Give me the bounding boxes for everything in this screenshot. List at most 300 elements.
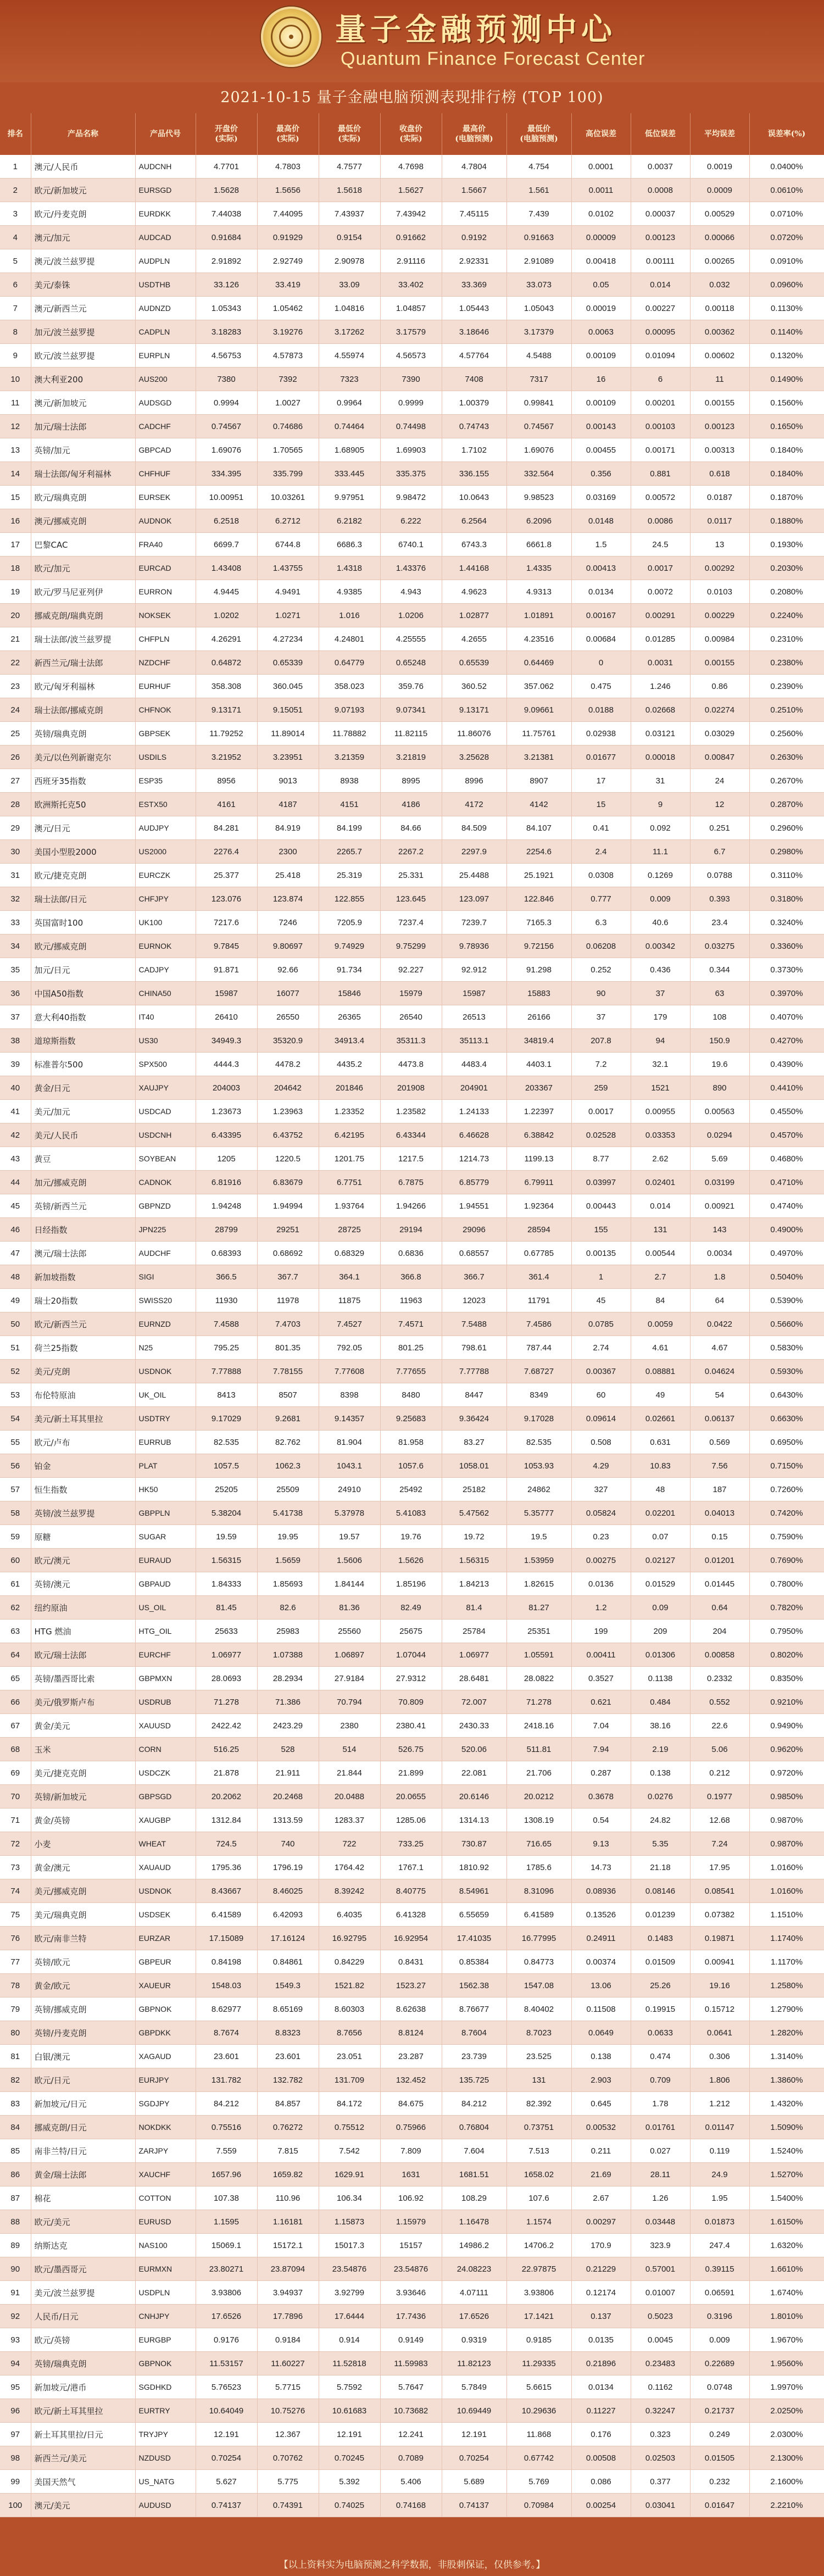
value-cell: 6.2096 bbox=[506, 509, 571, 533]
value-cell: 0.03121 bbox=[631, 722, 690, 745]
value-cell: 1.82615 bbox=[506, 1572, 571, 1596]
table-row bbox=[0, 202, 824, 226]
value-cell: 1.6320% bbox=[749, 2234, 824, 2257]
value-cell: 10.29636 bbox=[506, 2399, 571, 2423]
value-cell: 1.43408 bbox=[196, 557, 257, 580]
value-cell: 0.00254 bbox=[571, 2494, 631, 2517]
product-code-cell: US_NATG bbox=[135, 2470, 196, 2494]
value-cell: 0.9210% bbox=[749, 1690, 824, 1714]
value-cell: 28.0693 bbox=[196, 1667, 257, 1690]
value-cell: 0.00066 bbox=[690, 226, 749, 249]
value-cell: 34949.3 bbox=[196, 1029, 257, 1053]
value-cell: 4478.2 bbox=[257, 1053, 319, 1076]
value-cell: 1.23352 bbox=[319, 1100, 380, 1123]
value-cell: 10.61683 bbox=[319, 2399, 380, 2423]
value-cell: 1.05462 bbox=[257, 297, 319, 320]
value-cell: 0.1483 bbox=[631, 1927, 690, 1950]
product-code-cell: HK50 bbox=[135, 1478, 196, 1501]
value-cell: 364.1 bbox=[319, 1265, 380, 1289]
value-cell: 0.65248 bbox=[380, 651, 442, 675]
value-cell: 0.24911 bbox=[571, 1927, 631, 1950]
product-code-cell: USDPLN bbox=[135, 2281, 196, 2305]
product-name-cell: 加元/瑞士法郎 bbox=[31, 415, 135, 438]
table-header-row bbox=[0, 113, 824, 155]
value-cell: 1.56315 bbox=[196, 1549, 257, 1572]
product-code-cell: TRYJPY bbox=[135, 2423, 196, 2446]
value-cell: 7390 bbox=[380, 368, 442, 391]
table-row bbox=[0, 1336, 824, 1360]
value-cell: 25.331 bbox=[380, 864, 442, 887]
value-cell: 0.0960% bbox=[749, 273, 824, 297]
table-row bbox=[0, 816, 824, 840]
value-cell: 1.85693 bbox=[257, 1572, 319, 1596]
column-header: 排名 bbox=[0, 113, 31, 155]
product-name-cell: 欧元/墨西哥元 bbox=[31, 2257, 135, 2281]
table-row bbox=[0, 2186, 824, 2210]
product-code-cell: AUDCHF bbox=[135, 1242, 196, 1265]
table-row bbox=[0, 2210, 824, 2234]
product-code-cell: GBPSGD bbox=[135, 1785, 196, 1809]
value-cell: 2.19 bbox=[631, 1738, 690, 1761]
value-cell: 132.452 bbox=[380, 2068, 442, 2092]
value-cell: 0.8350% bbox=[749, 1667, 824, 1690]
value-cell: 2.62 bbox=[631, 1147, 690, 1171]
value-cell: 0.0037 bbox=[631, 155, 690, 179]
table-row bbox=[0, 273, 824, 297]
value-cell: 0.00009 bbox=[571, 226, 631, 249]
value-cell: 0.84861 bbox=[257, 1950, 319, 1974]
product-name-cell: 美元/以色列新谢克尔 bbox=[31, 745, 135, 769]
value-cell: 9.17028 bbox=[506, 1407, 571, 1431]
value-cell: 516.25 bbox=[196, 1738, 257, 1761]
value-cell: 7.04 bbox=[571, 1714, 631, 1738]
value-cell: 0.11508 bbox=[571, 1998, 631, 2021]
value-cell: 4.9445 bbox=[196, 580, 257, 604]
value-cell: 5.689 bbox=[442, 2470, 506, 2494]
value-cell: 0.74391 bbox=[257, 2494, 319, 2517]
value-cell: 801.35 bbox=[257, 1336, 319, 1360]
value-cell: 11 bbox=[690, 368, 749, 391]
product-name-cell: 加元/波兰兹罗提 bbox=[31, 320, 135, 344]
product-name-cell: 美元/波兰兹罗提 bbox=[31, 2281, 135, 2305]
value-cell: 2.4 bbox=[571, 840, 631, 864]
value-cell: 0.65339 bbox=[257, 651, 319, 675]
product-name-cell: 欧元/英镑 bbox=[31, 2328, 135, 2352]
value-cell: 2380.41 bbox=[380, 1714, 442, 1738]
value-cell: 5.7715 bbox=[257, 2375, 319, 2399]
value-cell: 37 bbox=[631, 982, 690, 1005]
product-code-cell: UK100 bbox=[135, 911, 196, 934]
value-cell: 8.40775 bbox=[380, 1879, 442, 1903]
value-cell: 15987 bbox=[442, 982, 506, 1005]
table-row bbox=[0, 2375, 824, 2399]
value-cell: 6.2712 bbox=[257, 509, 319, 533]
value-cell: 792.05 bbox=[319, 1336, 380, 1360]
value-cell: 0.08541 bbox=[690, 1879, 749, 1903]
value-cell: 0.05 bbox=[571, 273, 631, 297]
value-cell: 0.00572 bbox=[631, 486, 690, 509]
value-cell: 3.93646 bbox=[380, 2281, 442, 2305]
value-cell: 7.43942 bbox=[380, 202, 442, 226]
value-cell: 6.2182 bbox=[319, 509, 380, 533]
rank-cell: 85 bbox=[0, 2139, 31, 2163]
value-cell: 2.91116 bbox=[380, 249, 442, 273]
product-name-cell: 澳元/新加坡元 bbox=[31, 391, 135, 415]
value-cell: 526.75 bbox=[380, 1738, 442, 1761]
value-cell: 0.39115 bbox=[690, 2257, 749, 2281]
product-code-cell: EURMXN bbox=[135, 2257, 196, 2281]
value-cell: 0.9154 bbox=[319, 226, 380, 249]
value-cell: 0.0019 bbox=[690, 155, 749, 179]
value-cell: 4172 bbox=[442, 793, 506, 816]
table-row bbox=[0, 533, 824, 557]
product-name-cell: 澳元/加元 bbox=[31, 226, 135, 249]
value-cell: 15 bbox=[571, 793, 631, 816]
value-cell: 1795.36 bbox=[196, 1856, 257, 1879]
value-cell: 0.176 bbox=[571, 2423, 631, 2446]
value-cell: 9.74929 bbox=[319, 934, 380, 958]
value-cell: 92.227 bbox=[380, 958, 442, 982]
table-row bbox=[0, 2045, 824, 2068]
product-name-cell: 欧元/新加坡元 bbox=[31, 179, 135, 202]
value-cell: 26365 bbox=[319, 1005, 380, 1029]
value-cell: 122.855 bbox=[319, 887, 380, 911]
rank-cell: 81 bbox=[0, 2045, 31, 2068]
value-cell: 5.775 bbox=[257, 2470, 319, 2494]
value-cell: 5.627 bbox=[196, 2470, 257, 2494]
value-cell: 0.2030% bbox=[749, 557, 824, 580]
value-cell: 0.70245 bbox=[319, 2446, 380, 2470]
value-cell: 4.61 bbox=[631, 1336, 690, 1360]
value-cell: 1.78 bbox=[631, 2092, 690, 2116]
product-name-cell: 新土耳其里拉/日元 bbox=[31, 2423, 135, 2446]
rank-cell: 74 bbox=[0, 1879, 31, 1903]
value-cell: 48 bbox=[631, 1478, 690, 1501]
value-cell: 0.1870% bbox=[749, 486, 824, 509]
value-cell: 0.7150% bbox=[749, 1454, 824, 1478]
value-cell: 7.559 bbox=[196, 2139, 257, 2163]
value-cell: 3.18646 bbox=[442, 320, 506, 344]
table-row bbox=[0, 1123, 824, 1147]
rank-cell: 53 bbox=[0, 1383, 31, 1407]
value-cell: 0.0788 bbox=[690, 864, 749, 887]
value-cell: 1.43376 bbox=[380, 557, 442, 580]
table-row bbox=[0, 1029, 824, 1053]
value-cell: 1.56315 bbox=[442, 1549, 506, 1572]
product-code-cell: USDTHB bbox=[135, 273, 196, 297]
value-cell: 3.93806 bbox=[506, 2281, 571, 2305]
product-code-cell: EURRUB bbox=[135, 1431, 196, 1454]
value-cell: 359.76 bbox=[380, 675, 442, 698]
value-cell: 0.9999 bbox=[380, 391, 442, 415]
value-cell: 6686.3 bbox=[319, 533, 380, 557]
value-cell: 1681.51 bbox=[442, 2163, 506, 2186]
product-name-cell: 美国天然气 bbox=[31, 2470, 135, 2494]
table-row bbox=[0, 982, 824, 1005]
value-cell: 1.94994 bbox=[257, 1194, 319, 1218]
rank-cell: 65 bbox=[0, 1667, 31, 1690]
value-cell: 1.84333 bbox=[196, 1572, 257, 1596]
value-cell: 1.23963 bbox=[257, 1100, 319, 1123]
value-cell: 7.513 bbox=[506, 2139, 571, 2163]
value-cell: 0.02503 bbox=[631, 2446, 690, 2470]
table-row bbox=[0, 1265, 824, 1289]
rank-cell: 73 bbox=[0, 1856, 31, 1879]
value-cell: 1.94266 bbox=[380, 1194, 442, 1218]
column-header: 误差率(%) bbox=[749, 113, 824, 155]
value-cell: 0.00374 bbox=[571, 1950, 631, 1974]
rank-cell: 87 bbox=[0, 2186, 31, 2210]
product-code-cell: IT40 bbox=[135, 1005, 196, 1029]
product-code-cell: ZARJPY bbox=[135, 2139, 196, 2163]
value-cell: 25492 bbox=[380, 1478, 442, 1501]
product-code-cell: USDCNH bbox=[135, 1123, 196, 1147]
value-cell: 0.6950% bbox=[749, 1431, 824, 1454]
value-cell: 0.9964 bbox=[319, 391, 380, 415]
value-cell: 15017.3 bbox=[319, 2234, 380, 2257]
value-cell: 3.21359 bbox=[319, 745, 380, 769]
value-cell: 5.47562 bbox=[442, 1501, 506, 1525]
rank-cell: 66 bbox=[0, 1690, 31, 1714]
product-code-cell: SGDHKD bbox=[135, 2375, 196, 2399]
value-cell: 9.36424 bbox=[442, 1407, 506, 1431]
value-cell: 25205 bbox=[196, 1478, 257, 1501]
table-row bbox=[0, 415, 824, 438]
product-code-cell: SUGAR bbox=[135, 1525, 196, 1549]
value-cell: 0.3110% bbox=[749, 864, 824, 887]
value-cell: 0.02668 bbox=[631, 698, 690, 722]
value-cell: 7246 bbox=[257, 911, 319, 934]
value-cell: 4403.1 bbox=[506, 1053, 571, 1076]
rank-cell: 92 bbox=[0, 2305, 31, 2328]
product-code-cell: ESP35 bbox=[135, 769, 196, 793]
table-row bbox=[0, 2257, 824, 2281]
rank-cell: 8 bbox=[0, 320, 31, 344]
table-row bbox=[0, 1643, 824, 1667]
value-cell: 1.246 bbox=[631, 675, 690, 698]
value-cell: 0.01873 bbox=[690, 2210, 749, 2234]
value-cell: 0.1320% bbox=[749, 344, 824, 368]
table-row bbox=[0, 627, 824, 651]
value-cell: 0.3970% bbox=[749, 982, 824, 1005]
value-cell: 4.29 bbox=[571, 1454, 631, 1478]
value-cell: 21.878 bbox=[196, 1761, 257, 1785]
value-cell: 7.809 bbox=[380, 2139, 442, 2163]
product-name-cell: 美元/泰铢 bbox=[31, 273, 135, 297]
value-cell: 511.81 bbox=[506, 1738, 571, 1761]
product-code-cell: CHINA50 bbox=[135, 982, 196, 1005]
value-cell: 8.8124 bbox=[380, 2021, 442, 2045]
rank-cell: 45 bbox=[0, 1194, 31, 1218]
value-cell: 0.014 bbox=[631, 273, 690, 297]
value-cell: 6.2564 bbox=[442, 509, 506, 533]
value-cell: 19.95 bbox=[257, 1525, 319, 1549]
product-code-cell: SWISS20 bbox=[135, 1289, 196, 1312]
product-name-cell: 美元/俄罗斯卢布 bbox=[31, 1690, 135, 1714]
value-cell: 0.5930% bbox=[749, 1360, 824, 1383]
value-cell: 0.01445 bbox=[690, 1572, 749, 1596]
value-cell: 1220.5 bbox=[257, 1147, 319, 1171]
value-cell: 1.92364 bbox=[506, 1194, 571, 1218]
value-cell: 0.5390% bbox=[749, 1289, 824, 1312]
page-title: 2021-10-15 量子金融电脑预测表现排行榜 (TOP 100) bbox=[0, 82, 824, 113]
value-cell: 11.86076 bbox=[442, 722, 506, 745]
rank-cell: 59 bbox=[0, 1525, 31, 1549]
value-cell: 0.01509 bbox=[631, 1950, 690, 1974]
product-code-cell: CHFJPY bbox=[135, 887, 196, 911]
table-row bbox=[0, 793, 824, 816]
value-cell: 1.07044 bbox=[380, 1643, 442, 1667]
column-header: 最低价 (电脑预测) bbox=[506, 113, 571, 155]
value-cell: 71.386 bbox=[257, 1690, 319, 1714]
table-row bbox=[0, 698, 824, 722]
value-cell: 9.98523 bbox=[506, 486, 571, 509]
value-cell: 12023 bbox=[442, 1289, 506, 1312]
value-cell: 1.5628 bbox=[196, 179, 257, 202]
product-code-cell: SGDJPY bbox=[135, 2092, 196, 2116]
value-cell: 7.24 bbox=[690, 1832, 749, 1856]
value-cell: 0.03997 bbox=[571, 1171, 631, 1194]
value-cell: 0.5023 bbox=[631, 2305, 690, 2328]
value-cell: 5.06 bbox=[690, 1738, 749, 1761]
value-cell: 170.9 bbox=[571, 2234, 631, 2257]
value-cell: 201908 bbox=[380, 1076, 442, 1100]
value-cell: 35320.9 bbox=[257, 1029, 319, 1053]
product-code-cell: GBPDKK bbox=[135, 2021, 196, 2045]
rank-cell: 41 bbox=[0, 1100, 31, 1123]
value-cell: 1.806 bbox=[690, 2068, 749, 2092]
value-cell: 7.77888 bbox=[196, 1360, 257, 1383]
value-cell: 6.2518 bbox=[196, 509, 257, 533]
value-cell: 131.709 bbox=[319, 2068, 380, 2092]
rank-cell: 3 bbox=[0, 202, 31, 226]
product-name-cell: 美元/加元 bbox=[31, 1100, 135, 1123]
value-cell: 9.07193 bbox=[319, 698, 380, 722]
value-cell: 0.0748 bbox=[690, 2375, 749, 2399]
table-row bbox=[0, 1974, 824, 1998]
value-cell: 0.64779 bbox=[319, 651, 380, 675]
value-cell: 5.769 bbox=[506, 2470, 571, 2494]
rank-cell: 16 bbox=[0, 509, 31, 533]
value-cell: 6.42093 bbox=[257, 1903, 319, 1927]
value-cell: 0.631 bbox=[631, 1431, 690, 1454]
value-cell: 335.375 bbox=[380, 462, 442, 486]
product-code-cell: EURCHF bbox=[135, 1643, 196, 1667]
value-cell: 1.5618 bbox=[319, 179, 380, 202]
value-cell: 1.22397 bbox=[506, 1100, 571, 1123]
value-cell: 24.5 bbox=[631, 533, 690, 557]
rank-cell: 84 bbox=[0, 2116, 31, 2139]
value-cell: 1549.3 bbox=[257, 1974, 319, 1998]
value-cell: 0.01529 bbox=[631, 1572, 690, 1596]
value-cell: 0.2980% bbox=[749, 840, 824, 864]
value-cell: 11.868 bbox=[506, 2423, 571, 2446]
value-cell: 17.6526 bbox=[442, 2305, 506, 2328]
rank-cell: 13 bbox=[0, 438, 31, 462]
value-cell: 82.392 bbox=[506, 2092, 571, 2116]
value-cell: 0.00265 bbox=[690, 249, 749, 273]
value-cell: 0.138 bbox=[571, 2045, 631, 2068]
rank-cell: 76 bbox=[0, 1927, 31, 1950]
value-cell: 0.508 bbox=[571, 1431, 631, 1454]
value-cell: 6.41589 bbox=[506, 1903, 571, 1927]
rank-cell: 20 bbox=[0, 604, 31, 627]
value-cell: 4444.3 bbox=[196, 1053, 257, 1076]
product-code-cell: CORN bbox=[135, 1738, 196, 1761]
value-cell: 0.00167 bbox=[571, 604, 631, 627]
value-cell: 2.91892 bbox=[196, 249, 257, 273]
value-cell: 11930 bbox=[196, 1289, 257, 1312]
value-cell: 0.01201 bbox=[690, 1549, 749, 1572]
value-cell: 1.5656 bbox=[257, 179, 319, 202]
product-name-cell: 黄金/日元 bbox=[31, 1076, 135, 1100]
value-cell: 19.6 bbox=[690, 1053, 749, 1076]
value-cell: 0.0031 bbox=[631, 651, 690, 675]
value-cell: 25.4488 bbox=[442, 864, 506, 887]
value-cell: 4.56573 bbox=[380, 344, 442, 368]
value-cell: 0.0276 bbox=[631, 1785, 690, 1809]
value-cell: 0.00847 bbox=[690, 745, 749, 769]
product-name-cell: 铂金 bbox=[31, 1454, 135, 1478]
value-cell: 1.1574 bbox=[506, 2210, 571, 2234]
product-name-cell: 欧元/日元 bbox=[31, 2068, 135, 2092]
value-cell: 2.1600% bbox=[749, 2470, 824, 2494]
product-name-cell: 英镑/丹麦克朗 bbox=[31, 2021, 135, 2045]
value-cell: 72.007 bbox=[442, 1690, 506, 1714]
value-cell: 1.8010% bbox=[749, 2305, 824, 2328]
product-code-cell: NOKSEK bbox=[135, 604, 196, 627]
value-cell: 0.06137 bbox=[690, 1407, 749, 1431]
value-cell: 11.1 bbox=[631, 840, 690, 864]
value-cell: 4.57873 bbox=[257, 344, 319, 368]
value-cell: 0.4390% bbox=[749, 1053, 824, 1076]
rank-cell: 25 bbox=[0, 722, 31, 745]
rank-cell: 7 bbox=[0, 297, 31, 320]
value-cell: 22.081 bbox=[442, 1761, 506, 1785]
value-cell: 1.1740% bbox=[749, 1927, 824, 1950]
value-cell: 2.7 bbox=[631, 1265, 690, 1289]
value-cell: 15979 bbox=[380, 982, 442, 1005]
value-cell: 81.36 bbox=[319, 1596, 380, 1620]
value-cell: 9.15051 bbox=[257, 698, 319, 722]
rank-cell: 70 bbox=[0, 1785, 31, 1809]
value-cell: 0.64 bbox=[690, 1596, 749, 1620]
table-row bbox=[0, 2494, 824, 2517]
product-code-cell: EURSEK bbox=[135, 486, 196, 509]
value-cell: 16.92954 bbox=[380, 1927, 442, 1950]
value-cell: 6.3 bbox=[571, 911, 631, 934]
value-cell: 4.9313 bbox=[506, 580, 571, 604]
value-cell: 6.43395 bbox=[196, 1123, 257, 1147]
product-name-cell: 美元/新土耳其里拉 bbox=[31, 1407, 135, 1431]
value-cell: 0.01306 bbox=[631, 1643, 690, 1667]
value-cell: 8.7023 bbox=[506, 2021, 571, 2045]
value-cell: 13 bbox=[690, 533, 749, 557]
value-cell: 7.542 bbox=[319, 2139, 380, 2163]
value-cell: 0.475 bbox=[571, 675, 631, 698]
table-row bbox=[0, 1360, 824, 1383]
product-name-cell: 新西兰元/美元 bbox=[31, 2446, 135, 2470]
value-cell: 0.74137 bbox=[196, 2494, 257, 2517]
value-cell: 6.43344 bbox=[380, 1123, 442, 1147]
value-cell: 366.8 bbox=[380, 1265, 442, 1289]
table-row bbox=[0, 320, 824, 344]
value-cell: 0.84773 bbox=[506, 1950, 571, 1974]
value-cell: 8.76677 bbox=[442, 1998, 506, 2021]
value-cell: 0.1840% bbox=[749, 462, 824, 486]
value-cell: 0.9184 bbox=[257, 2328, 319, 2352]
value-cell: 0.00143 bbox=[571, 415, 631, 438]
